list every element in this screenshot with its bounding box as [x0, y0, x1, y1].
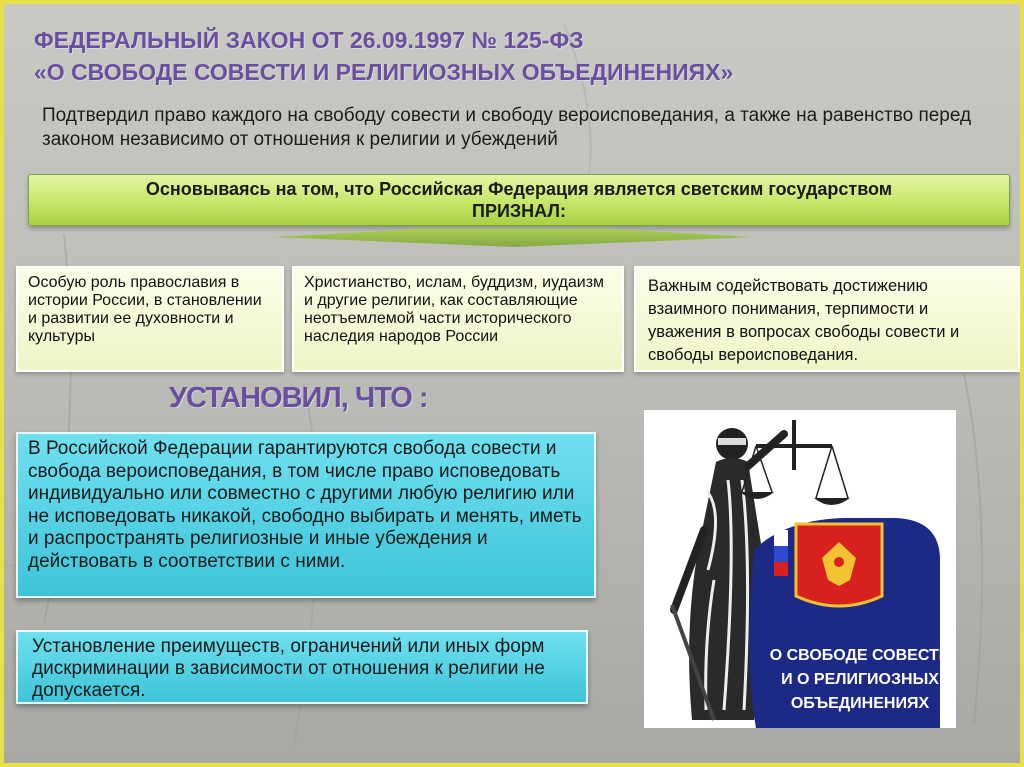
book-title-line-2: И О РЕЛИГИОЗНЫХ	[781, 671, 939, 688]
guarantee-box: В Российской Федерации гарантируются свобода совести и свобода вероисповедания, в том числе право исповедовать индивидуально или совместно с другими любую религию или не исповедовать никакой, свободно выбирать и менять, иметь и распространять религиозные и иные убеждения и действовать в соответствии с ними.	[16, 432, 596, 598]
recognition-card-orthodoxy: Особую роль православия в истории России, в становлении и развитии ее духовности и культуры	[16, 266, 284, 372]
intro-text: Подтвердил право каждого на свободу совести и свободу вероисповедания, а также на равенство перед законом независимо от отношения к религии и убеждений	[42, 105, 972, 150]
banner-line-1: Основываясь на том, что Российская Федерация является светским государством	[145, 179, 893, 199]
title-line-2: «О СВОБОДЕ СОВЕСТИ И РЕЛИГИОЗНЫХ ОБЪЕДИНЕНИЯХ»	[34, 59, 734, 85]
book-title-line-3: ОБЪЕДИНЕНИЯХ	[790, 695, 930, 712]
banner-line-2: ПРИЗНАЛ:	[472, 201, 566, 221]
non-discrimination-box: Установление преимуществ, ограничений или иных форм дискриминации в зависимости от отношения к религии не допускается.	[16, 630, 588, 704]
established-heading: УСТАНОВИЛ, ЧТО :	[169, 382, 428, 414]
law-illustration	[644, 410, 956, 728]
recognition-card-tolerance: Важным содействовать достижению взаимного понимания, терпимости и уважения в вопросах свободы совести и свободы вероисповедания.	[634, 266, 1020, 372]
book-title-line-1: О СВОБОДЕ СОВЕСТИ	[769, 647, 951, 664]
title-line-1: ФЕДЕРАЛЬНЫЙ ЗАКОН ОТ 26.09.1997 № 125-ФЗ	[34, 27, 584, 53]
banner-arrow-icon	[274, 223, 754, 249]
secular-state-banner	[28, 174, 1010, 226]
page-title	[34, 24, 733, 88]
recognition-card-religions: Христианство, ислам, буддизм, иудаизм и другие религии, как составляющие неотъемлемой части исторического наследия народов России	[292, 266, 624, 372]
illustration-svg	[644, 410, 956, 728]
